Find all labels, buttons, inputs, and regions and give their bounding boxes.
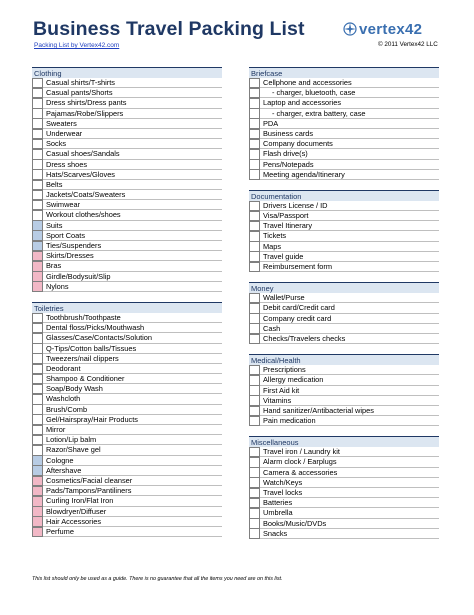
checkbox[interactable] bbox=[249, 262, 260, 273]
item-label: Maps bbox=[260, 242, 439, 252]
item-label: Hats/Scarves/Gloves bbox=[43, 170, 222, 180]
item-label: Dress shirts/Dress pants bbox=[43, 98, 222, 108]
checklist-item bbox=[32, 445, 222, 455]
checklist-item bbox=[32, 149, 222, 159]
checklist-item bbox=[249, 129, 439, 139]
item-label: Laptop and accessories bbox=[260, 98, 439, 108]
copyright: © 2011 Vertex42 LLC bbox=[378, 41, 438, 48]
section-heading: Money bbox=[249, 282, 439, 293]
checklist-item bbox=[32, 129, 222, 139]
section-heading: Miscellaneous bbox=[249, 436, 439, 447]
checklist-item bbox=[32, 496, 222, 506]
checklist-item bbox=[249, 262, 439, 272]
checkbox[interactable] bbox=[249, 211, 260, 222]
checklist-item bbox=[249, 211, 439, 221]
checkbox[interactable] bbox=[249, 488, 260, 499]
checklist-item bbox=[32, 323, 222, 333]
checklist-item bbox=[32, 251, 222, 261]
checklist-item bbox=[32, 364, 222, 374]
checklist-item bbox=[249, 149, 439, 159]
item-label: Camera & accessories bbox=[260, 468, 439, 478]
checkbox[interactable] bbox=[249, 221, 260, 232]
checklist-item bbox=[32, 282, 222, 292]
item-label: Drivers License / ID bbox=[260, 201, 439, 211]
checklist-item bbox=[32, 180, 222, 190]
item-label: Aftershave bbox=[43, 466, 222, 476]
checklist-item bbox=[249, 242, 439, 252]
item-label: Prescriptions bbox=[260, 365, 439, 375]
checklist-item bbox=[249, 98, 439, 108]
checkbox[interactable] bbox=[249, 293, 260, 304]
checkbox[interactable] bbox=[32, 230, 43, 241]
item-label: Cosmetics/Facial cleanser bbox=[43, 476, 222, 486]
checklist-item bbox=[32, 313, 222, 323]
item-label: Pens/Notepads bbox=[260, 160, 439, 170]
checkbox[interactable] bbox=[32, 476, 43, 487]
item-label: Socks bbox=[43, 139, 222, 149]
checkbox[interactable] bbox=[32, 527, 43, 538]
item-label: Casual shoes/Sandals bbox=[43, 149, 222, 159]
checkbox[interactable] bbox=[249, 118, 260, 129]
item-label: Razor/Shave gel bbox=[43, 445, 222, 455]
checkbox[interactable] bbox=[32, 281, 43, 292]
checkbox[interactable] bbox=[32, 271, 43, 282]
item-label: Skirts/Dresses bbox=[43, 251, 222, 261]
checklist-item bbox=[249, 457, 439, 467]
item-label: Wallet/Purse bbox=[260, 293, 439, 303]
checkbox[interactable] bbox=[32, 210, 43, 221]
checklist-item bbox=[249, 375, 439, 385]
checklist-item bbox=[249, 170, 439, 180]
checklist-item bbox=[32, 190, 222, 200]
item-label: Vitamins bbox=[260, 396, 439, 406]
checkbox[interactable] bbox=[32, 251, 43, 262]
item-label: Allergy medication bbox=[260, 375, 439, 385]
item-label: Tweezers/nail clippers bbox=[43, 354, 222, 364]
checkbox[interactable] bbox=[249, 457, 260, 468]
item-label: - charger, bluetooth, case bbox=[260, 88, 439, 98]
checklist-item bbox=[32, 88, 222, 98]
item-label: Lotion/Lip balm bbox=[43, 435, 222, 445]
checklist-item bbox=[32, 527, 222, 537]
item-label: Visa/Passport bbox=[260, 211, 439, 221]
item-label: Perfume bbox=[43, 527, 222, 537]
item-label: Travel guide bbox=[260, 252, 439, 262]
checkbox[interactable] bbox=[32, 220, 43, 231]
section-heading: Medical/Health bbox=[249, 354, 439, 365]
checklist-item bbox=[32, 210, 222, 220]
item-label: Deodorant bbox=[43, 364, 222, 374]
item-label: Hair Accessories bbox=[43, 517, 222, 527]
item-label: First Aid kit bbox=[260, 386, 439, 396]
checkbox[interactable] bbox=[249, 139, 260, 150]
checklist-item bbox=[32, 231, 222, 241]
checkbox[interactable] bbox=[32, 353, 43, 364]
checkbox[interactable] bbox=[32, 261, 43, 272]
section-documentation bbox=[249, 190, 439, 272]
checklist-item bbox=[32, 425, 222, 435]
checklist-item bbox=[32, 486, 222, 496]
checklist-item bbox=[249, 293, 439, 303]
item-label: Business cards bbox=[260, 129, 439, 139]
checkbox[interactable] bbox=[32, 496, 43, 507]
item-label: Swimwear bbox=[43, 200, 222, 210]
item-label: Soap/Body Wash bbox=[43, 384, 222, 394]
checkbox[interactable] bbox=[32, 180, 43, 191]
item-label: Q-Tips/Cotton balls/Tissues bbox=[43, 344, 222, 354]
item-label: Company documents bbox=[260, 139, 439, 149]
checklist-item bbox=[32, 507, 222, 517]
checkbox[interactable] bbox=[249, 88, 260, 99]
checklist-item bbox=[249, 78, 439, 88]
checklist-item bbox=[32, 200, 222, 210]
page-title: Business Travel Packing List bbox=[33, 18, 305, 40]
checkbox[interactable] bbox=[249, 108, 260, 119]
checkbox[interactable] bbox=[249, 528, 260, 539]
item-label: Sport Coats bbox=[43, 231, 222, 241]
checklist-item bbox=[249, 416, 439, 426]
checkbox[interactable] bbox=[249, 385, 260, 396]
right-column bbox=[249, 67, 439, 549]
checkbox[interactable] bbox=[32, 200, 43, 211]
checkbox[interactable] bbox=[249, 231, 260, 242]
checklist-item bbox=[32, 476, 222, 486]
checklist-item bbox=[32, 221, 222, 231]
checklist-item bbox=[32, 160, 222, 170]
logo-text: vertex42 bbox=[359, 20, 423, 38]
checklist-item bbox=[32, 435, 222, 445]
item-label: Gel/Hairspray/Hair Products bbox=[43, 415, 222, 425]
item-label: Reimbursement form bbox=[260, 262, 439, 272]
checkbox[interactable] bbox=[32, 516, 43, 527]
item-label: PDA bbox=[260, 119, 439, 129]
checklist-item bbox=[32, 415, 222, 425]
checklist-item bbox=[249, 488, 439, 498]
item-label: Workout clothes/shoes bbox=[43, 210, 222, 220]
checkbox[interactable] bbox=[32, 159, 43, 170]
checklist-item bbox=[32, 456, 222, 466]
checkbox[interactable] bbox=[32, 190, 43, 201]
checklist-item bbox=[249, 201, 439, 211]
item-label: Hand sanitizer/Antibacterial wipes bbox=[260, 406, 439, 416]
item-label: Glasses/Case/Contacts/Solution bbox=[43, 333, 222, 343]
checkbox[interactable] bbox=[32, 139, 43, 150]
checklist-item bbox=[32, 272, 222, 282]
logo-icon bbox=[343, 22, 357, 36]
checklist-item bbox=[249, 478, 439, 488]
item-label: Brush/Comb bbox=[43, 405, 222, 415]
checkbox[interactable] bbox=[249, 365, 260, 376]
checkbox[interactable] bbox=[32, 455, 43, 466]
checkbox[interactable] bbox=[32, 241, 43, 252]
checklist-item bbox=[32, 394, 222, 404]
checkbox[interactable] bbox=[249, 498, 260, 509]
section-heading: Toiletries bbox=[32, 302, 222, 313]
checkbox[interactable] bbox=[249, 416, 260, 427]
item-label: Jackets/Coats/Sweaters bbox=[43, 190, 222, 200]
item-label: Meeting agenda/Itinerary bbox=[260, 170, 439, 180]
checkbox[interactable] bbox=[249, 375, 260, 386]
checklist-item bbox=[32, 261, 222, 271]
checklist-item bbox=[32, 517, 222, 527]
checklist-item bbox=[32, 333, 222, 343]
item-label: Alarm clock / Earplugs bbox=[260, 457, 439, 467]
checkbox[interactable] bbox=[249, 508, 260, 519]
item-label: Batteries bbox=[260, 498, 439, 508]
item-label: Shampoo & Conditioner bbox=[43, 374, 222, 384]
checkbox[interactable] bbox=[249, 323, 260, 334]
item-label: Ties/Suspenders bbox=[43, 241, 222, 251]
checkbox[interactable] bbox=[32, 364, 43, 375]
section-briefcase bbox=[249, 67, 439, 180]
checkbox[interactable] bbox=[249, 251, 260, 262]
checkbox[interactable] bbox=[249, 78, 260, 89]
checkbox[interactable] bbox=[32, 394, 43, 405]
checklist-item bbox=[249, 468, 439, 478]
item-label: Curling Iron/Flat Iron bbox=[43, 496, 222, 506]
item-label: Girdle/Bodysuit/Slip bbox=[43, 272, 222, 282]
item-label: Snacks bbox=[260, 529, 439, 539]
checkbox[interactable] bbox=[249, 395, 260, 406]
checkbox[interactable] bbox=[32, 118, 43, 129]
checkbox[interactable] bbox=[32, 445, 43, 456]
checkbox[interactable] bbox=[249, 159, 260, 170]
item-label: Flash drive(s) bbox=[260, 149, 439, 159]
vertex42-link[interactable]: Packing List by Vertex42.com bbox=[34, 42, 120, 49]
checklist-item bbox=[32, 384, 222, 394]
item-label: Suits bbox=[43, 221, 222, 231]
checkbox[interactable] bbox=[249, 98, 260, 109]
checkbox[interactable] bbox=[249, 169, 260, 180]
item-label: Cash bbox=[260, 324, 439, 334]
checklist-item bbox=[32, 98, 222, 108]
checklist-item bbox=[32, 374, 222, 384]
checklist-item bbox=[32, 78, 222, 88]
item-label: Travel locks bbox=[260, 488, 439, 498]
item-label: Travel iron / Laundry kit bbox=[260, 447, 439, 457]
checkbox[interactable] bbox=[249, 477, 260, 488]
checklist-item bbox=[249, 498, 439, 508]
item-label: Debit card/Credit card bbox=[260, 303, 439, 313]
section-heading: Briefcase bbox=[249, 67, 439, 78]
checklist-item bbox=[32, 241, 222, 251]
checklist-item bbox=[32, 466, 222, 476]
footer-note: This list should only be used as a guide. There is no guarantee that all the items you need are on this list. bbox=[32, 576, 283, 582]
checklist-item bbox=[249, 119, 439, 129]
checkbox[interactable] bbox=[32, 435, 43, 446]
checkbox[interactable] bbox=[32, 313, 43, 324]
checkbox[interactable] bbox=[249, 241, 260, 252]
item-label: Checks/Travelers checks bbox=[260, 334, 439, 344]
checklist-item bbox=[249, 252, 439, 262]
checklist-item bbox=[249, 386, 439, 396]
section-money bbox=[249, 282, 439, 344]
checklist-item bbox=[249, 519, 439, 529]
checkbox[interactable] bbox=[249, 129, 260, 140]
item-label: Pain medication bbox=[260, 416, 439, 426]
checkbox[interactable] bbox=[32, 374, 43, 385]
checkbox[interactable] bbox=[249, 334, 260, 345]
item-label: Pads/Tampons/Pantiliners bbox=[43, 486, 222, 496]
checkbox[interactable] bbox=[32, 384, 43, 395]
section-heading: Documentation bbox=[249, 190, 439, 201]
vertex42-logo bbox=[343, 19, 443, 39]
left-column bbox=[32, 67, 222, 547]
item-label: Nylons bbox=[43, 282, 222, 292]
checkbox[interactable] bbox=[32, 169, 43, 180]
section-medical-health bbox=[249, 354, 439, 426]
item-label: Casual pants/Shorts bbox=[43, 88, 222, 98]
checklist-item bbox=[249, 406, 439, 416]
item-label: Cellphone and accessories bbox=[260, 78, 439, 88]
checklist-item bbox=[249, 221, 439, 231]
checkbox[interactable] bbox=[32, 333, 43, 344]
checklist-item bbox=[249, 303, 439, 313]
section-clothing bbox=[32, 67, 222, 292]
section-toiletries bbox=[32, 302, 222, 537]
checklist-item bbox=[32, 119, 222, 129]
item-label: Underwear bbox=[43, 129, 222, 139]
checkbox[interactable] bbox=[32, 98, 43, 109]
checkbox[interactable] bbox=[249, 313, 260, 324]
checklist-item bbox=[249, 365, 439, 375]
checklist-item bbox=[249, 324, 439, 334]
checklist-item bbox=[249, 529, 439, 539]
item-label: Casual shirts/T-shirts bbox=[43, 78, 222, 88]
item-label: Books/Music/DVDs bbox=[260, 519, 439, 529]
checklist-item bbox=[249, 231, 439, 241]
item-label: - charger, extra battery, case bbox=[260, 109, 439, 119]
checklist-item bbox=[32, 170, 222, 180]
checkbox[interactable] bbox=[32, 88, 43, 99]
checkbox[interactable] bbox=[249, 467, 260, 478]
checklist-item bbox=[32, 405, 222, 415]
checklist-item bbox=[32, 139, 222, 149]
checklist-item bbox=[249, 109, 439, 119]
checklist-item bbox=[249, 314, 439, 324]
item-label: Blowdryer/Diffuser bbox=[43, 507, 222, 517]
checkbox[interactable] bbox=[32, 343, 43, 354]
checkbox[interactable] bbox=[32, 506, 43, 517]
checkbox[interactable] bbox=[32, 404, 43, 415]
item-label: Dental floss/Picks/Mouthwash bbox=[43, 323, 222, 333]
item-label: Bras bbox=[43, 261, 222, 271]
item-label: Dress shoes bbox=[43, 160, 222, 170]
checklist-item bbox=[249, 139, 439, 149]
item-label: Cologne bbox=[43, 456, 222, 466]
checklist-item bbox=[249, 396, 439, 406]
checkbox[interactable] bbox=[32, 149, 43, 160]
checkbox[interactable] bbox=[32, 486, 43, 497]
item-label: Sweaters bbox=[43, 119, 222, 129]
checklist-item bbox=[32, 109, 222, 119]
checklist-item bbox=[249, 88, 439, 98]
item-label: Pajamas/Robe/Slippers bbox=[43, 109, 222, 119]
checkbox[interactable] bbox=[32, 465, 43, 476]
checkbox[interactable] bbox=[249, 201, 260, 212]
checkbox[interactable] bbox=[32, 78, 43, 89]
item-label: Washcloth bbox=[43, 394, 222, 404]
checkbox[interactable] bbox=[32, 108, 43, 119]
checklist-item bbox=[249, 508, 439, 518]
section-heading: Clothing bbox=[32, 67, 222, 78]
item-label: Travel Itinerary bbox=[260, 221, 439, 231]
checklist-item bbox=[249, 334, 439, 344]
checkbox[interactable] bbox=[249, 447, 260, 458]
item-label: Watch/Keys bbox=[260, 478, 439, 488]
checkbox[interactable] bbox=[249, 149, 260, 160]
item-label: Belts bbox=[43, 180, 222, 190]
checkbox[interactable] bbox=[32, 425, 43, 436]
checkbox[interactable] bbox=[249, 406, 260, 417]
checkbox[interactable] bbox=[249, 518, 260, 529]
checkbox[interactable] bbox=[32, 323, 43, 334]
checklist-item bbox=[249, 160, 439, 170]
item-label: Toothbrush/Toothpaste bbox=[43, 313, 222, 323]
checkbox[interactable] bbox=[32, 414, 43, 425]
item-label: Umbrella bbox=[260, 508, 439, 518]
checklist-item bbox=[32, 344, 222, 354]
item-label: Tickets bbox=[260, 231, 439, 241]
checklist-item bbox=[32, 354, 222, 364]
item-label: Mirror bbox=[43, 425, 222, 435]
checklist-item bbox=[249, 447, 439, 457]
checkbox[interactable] bbox=[32, 129, 43, 140]
section-miscellaneous bbox=[249, 436, 439, 539]
checkbox[interactable] bbox=[249, 303, 260, 314]
item-label: Company credit card bbox=[260, 314, 439, 324]
